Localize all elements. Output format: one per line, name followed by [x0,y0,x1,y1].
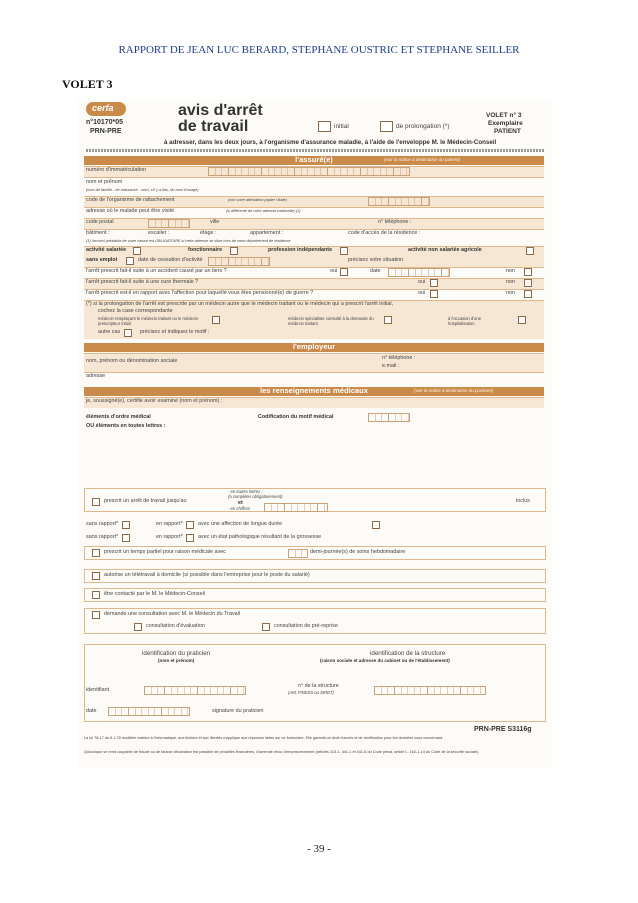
accident-question: l'arrêt prescrit fait-il suite à un accident causé par un tiers ? [86,268,227,274]
certifie-label: je, soussigné(e), certifie avoir examiné (nom et prénom) : [86,398,223,404]
med-specialiste-checkbox[interactable] [384,316,392,324]
assure-heading-bar [84,156,544,165]
prescrit-arret-label: prescrit un arrêt de travail jusqu'au [104,498,187,504]
toutes-lettres-label: - en toutes lettres : [228,489,263,494]
codification-field[interactable] [368,413,410,422]
praticien-nom-prenom: (nom et prénom) [158,658,195,663]
guerre-non: non [506,290,515,296]
date-cessation-field[interactable] [208,257,270,266]
medical-heading-bar [84,387,544,396]
form-subtitle: à adresser, dans les deux jours, à l'organisme d'assurance maladie, à l'aide de l'enveloppe M. le Médecin-Conseil [164,139,497,146]
code-org-field[interactable] [368,197,430,206]
signature-label: signature du praticien [212,708,264,714]
code-org-label: code de l'organisme de rattachement [86,197,175,203]
sans-emploi-checkbox[interactable] [126,257,134,265]
temps-partiel-label: prescrit un temps partiel pour raison médicale avec [104,549,226,555]
adresse-label: adresse où le malade peut être visité [86,208,175,214]
escalier-label: escalier : [148,230,170,236]
accord-note: (1) l'accord préalable de votre caisse est OBLIGATOIRE si cette adresse se situe hors de votre département de résidence [86,239,291,243]
prolongation-note-2: cochez la case correspondante [98,308,173,314]
employeur-telephone-label: n° téléphone : [382,355,416,361]
initial-checkbox[interactable] [318,121,331,132]
fonctionnaire-checkbox[interactable] [230,247,238,255]
assure-heading-note: (voir la notice à destination du patient) [384,157,461,162]
longue-duree-checkbox[interactable] [372,521,380,529]
elements-label: éléments d'ordre médical [86,414,151,420]
cure-non: non [506,279,515,285]
contacte-label: être contacté par le M. le Médecin-Conseil [104,591,205,597]
batiment-label: bâtiment : [86,230,110,236]
consult-eval-label: consultation d'évaluation [146,623,205,629]
section-label: VOLET 3 [62,77,113,91]
medical-heading: les renseignements médicaux [259,386,369,395]
form-bottom-code: PRN-PRE S3116g [474,726,532,733]
form-title-1: avis d'arrêt [178,102,263,119]
autre-cas-label: autre cas [98,329,121,335]
numero-field[interactable] [208,167,410,176]
assure-heading: l'assuré(e) [295,155,333,164]
demande-consult-label: demande une consultation avec M. le Médecin du Travail [104,611,241,617]
longue-duree-label: avec une affection de longue durée [198,521,283,527]
teletravail-label: autorise un télétravail à domicile (si possible dans l'entreprise pour le poste du salarié) [104,572,310,578]
demande-consult-checkbox[interactable] [92,611,100,619]
code-postal-label: code postal [86,219,114,225]
consult-prereprise-label: consultation de pré-reprise [274,623,338,629]
profession-indep-label: profession indépendante [268,247,333,253]
sans-emploi-label: sans emploi [86,257,118,263]
ident-structure-label: identification de la structure [370,650,446,657]
medical-heading-note: (voir la notice à destination du praticien) [414,388,494,393]
code-acces-label: code d'accès de la résidence : [348,230,421,236]
cure-oui: oui [418,279,426,285]
med-remplacant-label: médecin remplaçant le médecin traitant ou le médecin prescripteur initial [98,316,199,326]
appartement-label: appartement : [250,230,284,236]
hospitalisation-checkbox[interactable] [518,316,526,324]
ou-elements-label: OU éléments en toutes lettres : [86,423,166,429]
guerre-question: l'arrêt prescrit est-il en rapport avec l'affection pour laquelle vous êtes pensionné(e) de guerre ? [86,290,314,296]
completer-label: (à compléter obligatoirement) [228,494,283,499]
employeur-nom-label: nom, prénom ou dénomination sociale [86,358,178,364]
en-rapport-grossesse-label: en rapport* [156,534,183,540]
employeur-heading-bar [84,343,544,352]
cure-question: l'arrêt prescrit fait-il suite à une cure thermale ? [86,279,199,285]
grossesse-label: avec un état pathologique résultant de la grossesse [198,534,322,540]
demi-journees-label: demi-journée(s) de soins hebdomadaire [310,549,406,555]
nom-label: nom et prénom [86,179,123,185]
identifiant-field[interactable] [144,686,246,695]
hospitalisation-label: à l'occasion d'une hospitalisation [448,316,482,326]
en-rapport-ald-label: en rapport* [156,521,183,527]
employeur-email-label: e.mail : [382,363,400,369]
code-org-note: (voir votre attestation papier Vitale) [228,198,287,202]
numero-label: numéro d'immatriculation [86,167,147,173]
page-number: - 39 - [307,843,331,855]
accident-non: non [506,268,515,274]
codification-label: Codification du motif médical [258,414,334,420]
legal-refs-line [86,149,544,152]
guerre-non-checkbox[interactable] [524,290,532,298]
adresse-note: (si différente de votre adresse habituelle) (1) : [226,209,303,213]
n-structure-field[interactable] [374,686,486,695]
temps-partiel-checkbox[interactable] [92,549,100,557]
sans-rapport-ald-label: sans rapport* [86,521,119,527]
identifiant-label: identifiant [86,687,110,693]
en-chiffres-field[interactable] [264,503,328,512]
date-cessation-label: date de cessation d'activité [138,257,203,263]
med-remplacant-checkbox[interactable] [212,316,220,324]
profession-indep-checkbox[interactable] [340,247,348,255]
code-postal-field[interactable] [148,219,190,228]
cure-oui-checkbox[interactable] [430,279,438,287]
ident-praticien-label: identification du praticien [142,650,211,657]
date-field[interactable] [108,707,190,716]
volet-number: VOLET n° 3 [486,112,522,119]
precisez-motif-label: précisez et indiquez le motif : [140,329,210,335]
cure-non-checkbox[interactable] [524,279,532,287]
precisez-label: précisez votre situation [348,257,404,263]
form-title-2: de travail [178,118,249,135]
structure-note: (raison sociale et adresse du cabinet ou de l'établissement) [320,658,450,663]
med-specialiste-label: médecin spécialiste consulté à la demande du médecin traitant [288,316,374,326]
inclus-label: inclus [516,498,530,504]
employeur-heading: l'employeur [292,342,336,351]
volet-patient: PATIENT [494,128,521,135]
prolongation-checkbox[interactable] [380,121,393,132]
en-chiffres-label: - en chiffres [228,506,250,511]
volet-exemplaire: Exemplaire [488,120,523,127]
prolongation-label: de prolongation (*) [396,123,450,130]
accident-non-checkbox[interactable] [524,268,532,276]
accident-oui-checkbox[interactable] [340,268,348,276]
prolongation-note-1: (*) si la prolongation de l'arrêt est prescrite par un médecin autre que le médecin traitant ou le médecin qui a prescrit l'arrêt initial, [86,301,394,307]
date-label: date [86,708,97,714]
nom-row [84,177,544,196]
employeur-adresse-label: adresse [86,373,106,379]
etage-label: étage : [200,230,217,236]
guerre-oui: oui [418,290,426,296]
accident-date-field[interactable] [388,268,450,277]
autre-cas-checkbox[interactable] [124,329,132,337]
en-rapport-ald-checkbox[interactable] [186,521,194,529]
en-rapport-grossesse-checkbox[interactable] [186,534,194,542]
nom-note: (nom de famille - de naissance - suivi, s'il y a lieu, du nom d'usage) [86,188,199,192]
temps-partiel-field[interactable] [288,549,308,558]
ville-label: ville [210,219,220,225]
legal-text-1: La loi 78-17 du 6.1.78 modifiée relative à l'informatique, aux fichiers et aux libertés s'applique aux réponses faites sur ce formulaire. Elle garantit un droit d'accès et de rectification pour les données vous concernant. [84,736,444,740]
non-salariee-agricole-checkbox[interactable] [526,247,534,255]
accident-oui: oui [330,268,338,274]
accident-date-label: date [370,268,381,274]
prescrit-arret-checkbox[interactable] [92,498,100,506]
employeur-adresse-row [84,372,544,383]
fonctionnaire-label: fonctionnaire [188,247,223,253]
telephone-label: n° téléphone : [378,219,412,225]
sans-rapport-grossesse-checkbox[interactable] [122,534,130,542]
running-header: RAPPORT DE JEAN LUC BERARD, STEPHANE OUSTRIC ET STEPHANE SEILLER [118,44,520,56]
form-code: PRN-PRE [90,128,122,135]
activite-salariee-checkbox[interactable] [133,247,141,255]
activite-salariee-label: activité salariée [86,247,127,253]
et-label: et [238,500,243,506]
guerre-oui-checkbox[interactable] [430,290,438,298]
initial-label: initial [334,123,349,130]
legal-text-2: Quiconque se rend coupable de fraude ou de fausse déclaration est passible de pénalités financières, d'amende et/ou d'emprisonnement (articles 313-1, 441-1 et 441-6 du Code pénal, article L. 162-1-14 du Code de la sécurité sociale). [84,750,480,754]
consult-eval-checkbox[interactable] [134,623,142,631]
cerfa-number: n°10170*05 [86,119,124,126]
non-salariee-agricole-label: activité non salariée agricole [408,247,482,253]
cerfa-logo-text: cerfa [92,103,114,113]
contacte-checkbox[interactable] [92,591,100,599]
sans-rapport-grossesse-label: sans rapport* [86,534,119,540]
structure-ids-label: (AM, FINESS ou SIRET) [288,690,334,695]
consult-prereprise-checkbox[interactable] [262,623,270,631]
cerfa-form [78,100,552,768]
teletravail-checkbox[interactable] [92,572,100,580]
sans-rapport-ald-checkbox[interactable] [122,521,130,529]
n-structure-label: n° de la structure [298,683,339,689]
